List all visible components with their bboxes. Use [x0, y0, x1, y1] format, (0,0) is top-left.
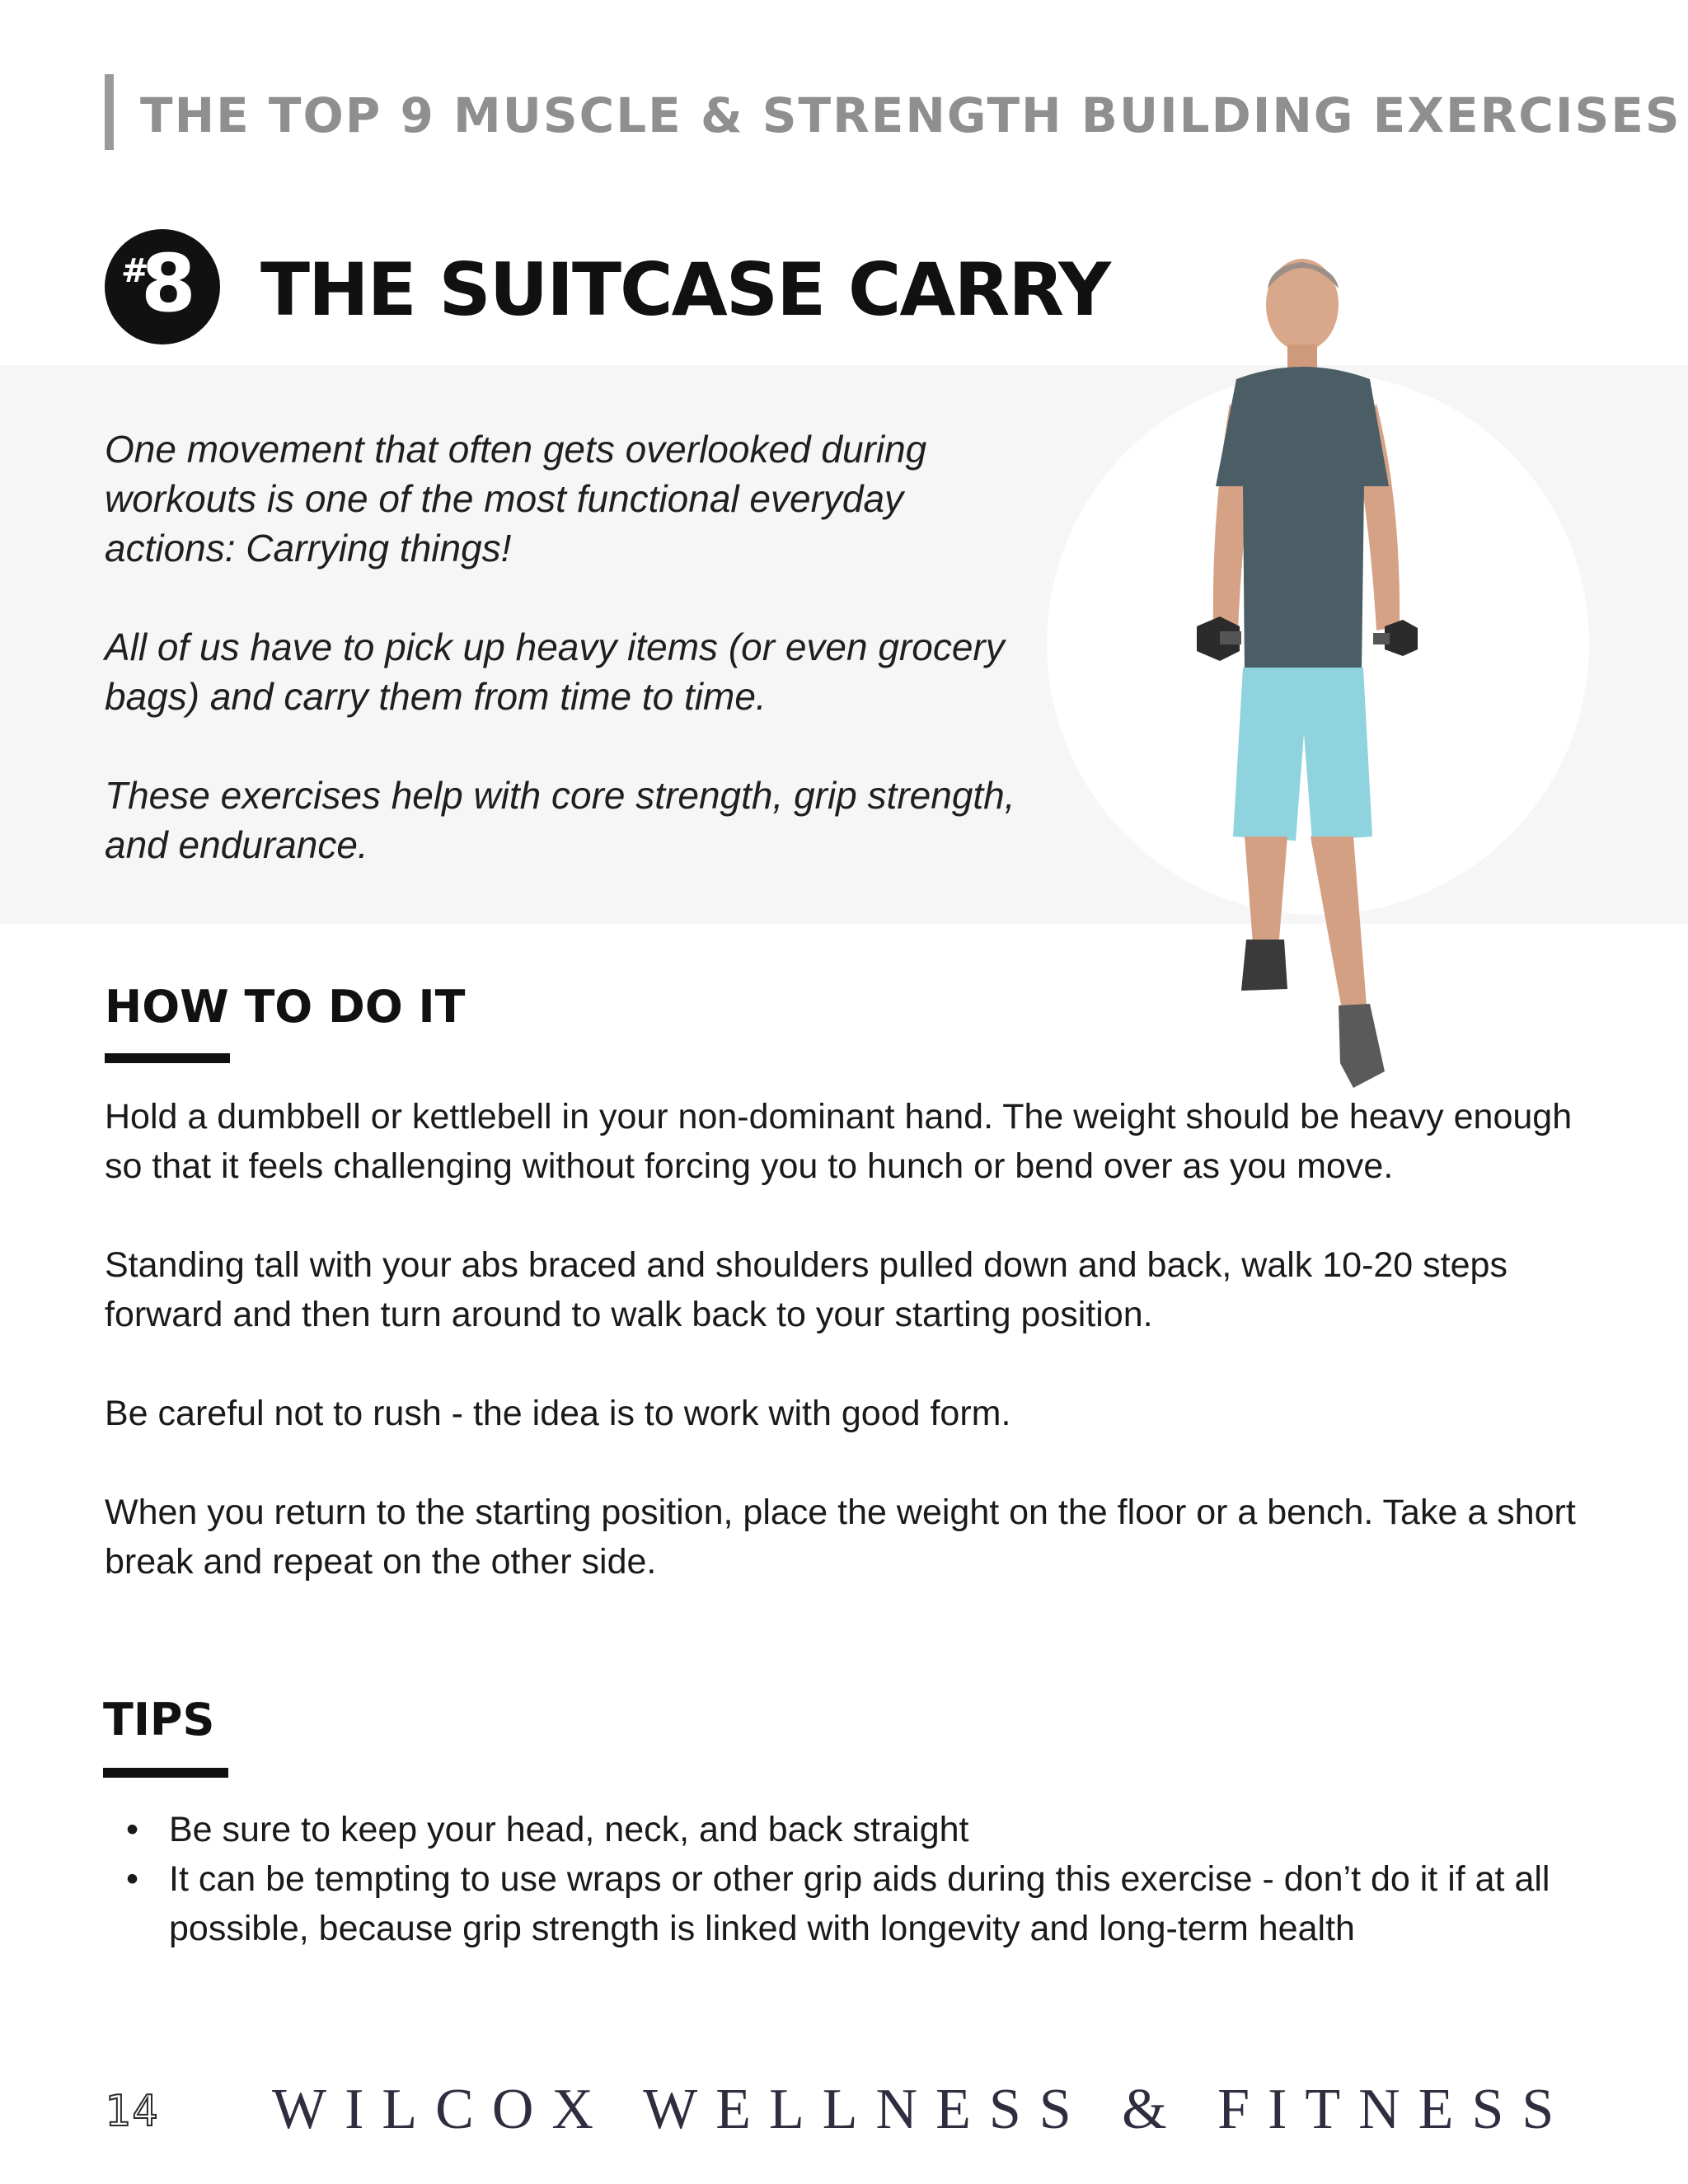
intro-paragraph: One movement that often gets overlooked during workouts is one of the most functional everyday actions: Carrying things! — [105, 428, 927, 569]
intro-text — [105, 424, 1028, 919]
exercise-number: 8 — [141, 237, 196, 330]
bullet-icon: • — [126, 1859, 139, 1899]
how-to-paragraph: Be careful not to rush - the idea is to work with good form. — [105, 1394, 1011, 1433]
intro-paragraph: All of us have to pick up heavy items (or even grocery bags) and carry them from time to time. — [105, 626, 1005, 718]
tip-item — [105, 1805, 1588, 1854]
tips-list — [105, 1805, 1588, 1953]
right-leg — [1311, 837, 1367, 1010]
how-to-heading-rule — [105, 1053, 230, 1063]
shorts — [1233, 668, 1372, 841]
brand-name: WILCOX WELLNESS & FITNESS — [272, 2078, 1573, 2141]
right-shoe — [1339, 1004, 1385, 1088]
person-carrying-dumbbells-image — [1137, 239, 1484, 1129]
how-to-heading: HOW TO DO IT — [105, 981, 466, 1033]
bullet-icon: • — [126, 1810, 139, 1849]
tips-heading: TIPS — [103, 1694, 215, 1746]
tip-text: It can be tempting to use wraps or other grip aids during this exercise - don’t do it if at all possible, because grip strength is linked with longevity and long-term health — [169, 1859, 1550, 1948]
header-accent-bar — [105, 74, 114, 150]
tip-text: Be sure to keep your head, neck, and back straight — [169, 1810, 969, 1849]
left-leg — [1245, 837, 1287, 944]
how-to-paragraph: Hold a dumbbell or kettlebell in your non-dominant hand. The weight should be heavy enough so that it feels challenging without forcing you to hunch or bend over as you move. — [105, 1097, 1573, 1186]
how-to-paragraph: When you return to the starting position, place the weight on the floor or a bench. Take a short break and repeat on the other side. — [105, 1493, 1576, 1582]
tips-heading-rule — [103, 1768, 228, 1778]
exercise-number-hash: # — [121, 252, 149, 290]
tip-item — [105, 1854, 1588, 1953]
exercise-number-badge — [105, 229, 220, 344]
header-title: THE TOP 9 MUSCLE & STRENGTH BUILDING EXERCISES — [140, 87, 1681, 143]
page-number: 14 — [105, 2087, 160, 2136]
exercise-title: THE SUITCASE CARRY — [260, 247, 1109, 332]
how-to-paragraph: Standing tall with your abs braced and shoulders pulled down and back, walk 10-20 steps forward and then turn around to walk back to your starting position. — [105, 1245, 1507, 1334]
how-to-text — [105, 1092, 1588, 1636]
intro-paragraph: These exercises help with core strength, grip strength, and endurance. — [105, 774, 1015, 866]
left-shoe — [1241, 940, 1287, 991]
